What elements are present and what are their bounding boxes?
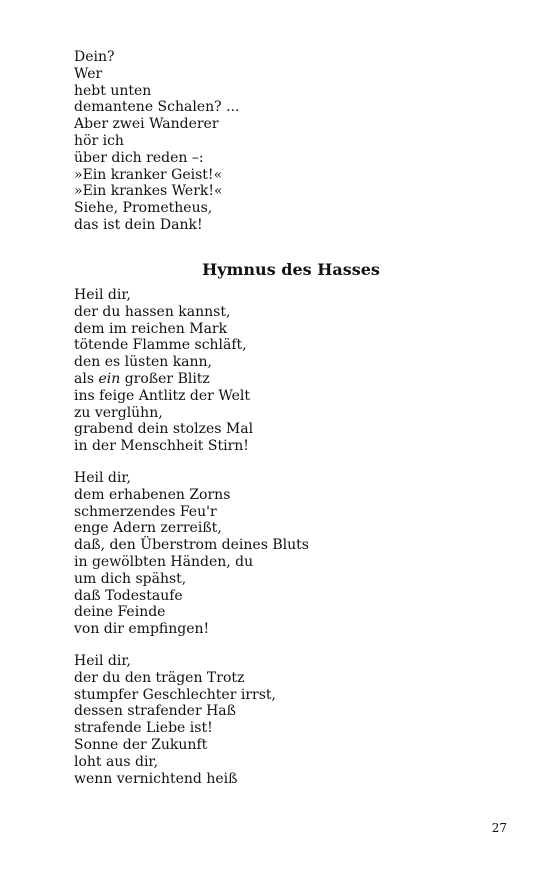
poem-line xyxy=(74,371,514,388)
poem-line: daß Todestaufe xyxy=(74,587,183,604)
poem-line: Heil dir, xyxy=(74,287,131,303)
poem-line: grabend dein stolzes Mal xyxy=(74,421,254,438)
poem-line: wenn vernichtend heiß xyxy=(74,770,238,787)
poem-line: Dein? xyxy=(74,49,115,65)
poem-line: dem im reichen Mark xyxy=(74,320,228,337)
stanza-2 xyxy=(74,470,514,638)
poem-line: schmerzendes Feu'r xyxy=(74,503,217,520)
poem-line: das ist dein Dank! xyxy=(74,216,203,233)
line-text: als xyxy=(74,370,99,387)
poem-line: hebt unten xyxy=(74,82,152,99)
poem-line: von dir empfingen! xyxy=(74,621,210,638)
poem-line: hör ich xyxy=(74,132,124,149)
poem-line: Aber zwei Wanderer xyxy=(74,116,219,133)
poem-line: »Ein krankes Werk!« xyxy=(74,183,223,200)
poem-line: Wer xyxy=(74,65,103,82)
poem-line: dem erhabenen Zorns xyxy=(74,486,231,503)
line-text: großer Blitz xyxy=(120,370,210,387)
poem-line: »Ein kranker Geist!« xyxy=(74,166,223,183)
poem-line: um dich spähst, xyxy=(74,570,187,587)
poem-line: der du den trägen Trotz xyxy=(74,669,245,686)
poem-line: zu verglühn, xyxy=(74,404,163,421)
poem-line: dessen strafender Haß xyxy=(74,703,236,720)
page-number: 27 xyxy=(491,821,507,835)
poem-line: stumpfer Geschlechter irrst, xyxy=(74,686,276,703)
poem-line: loht aus dir, xyxy=(74,753,159,770)
poem-line: strafende Liebe ist! xyxy=(74,720,213,737)
poem-line: der du hassen kannst, xyxy=(74,303,231,320)
poem-line: Sonne der Zukunft xyxy=(74,736,208,753)
previous-poem-ending xyxy=(74,49,514,234)
stanza-3 xyxy=(74,653,514,787)
stanza-1 xyxy=(74,287,514,455)
poem-line: in der Menschheit Stirn! xyxy=(74,438,249,455)
poem-line: in gewölbten Händen, du xyxy=(74,553,254,570)
poem-line: ins feige Antlitz der Welt xyxy=(74,387,250,404)
poem-line: über dich reden –: xyxy=(74,149,204,166)
poem-title: Hymnus des Hasses xyxy=(202,260,380,279)
poem-line: Heil dir, xyxy=(74,653,131,669)
poem-line: Heil dir, xyxy=(74,470,131,486)
emphasized-word: ein xyxy=(98,370,121,387)
poem-line: demantene Schalen? ... xyxy=(74,99,240,116)
poem-line: deine Feinde xyxy=(74,604,166,621)
poem-line: tötende Flamme schläft, xyxy=(74,337,247,354)
poem-line: den es lüsten kann, xyxy=(74,354,213,371)
poem-line: enge Adern zerreißt, xyxy=(74,520,222,537)
poem-line: daß, den Überstrom deines Bluts xyxy=(74,537,309,554)
poem-line: Siehe, Prometheus, xyxy=(74,200,213,217)
